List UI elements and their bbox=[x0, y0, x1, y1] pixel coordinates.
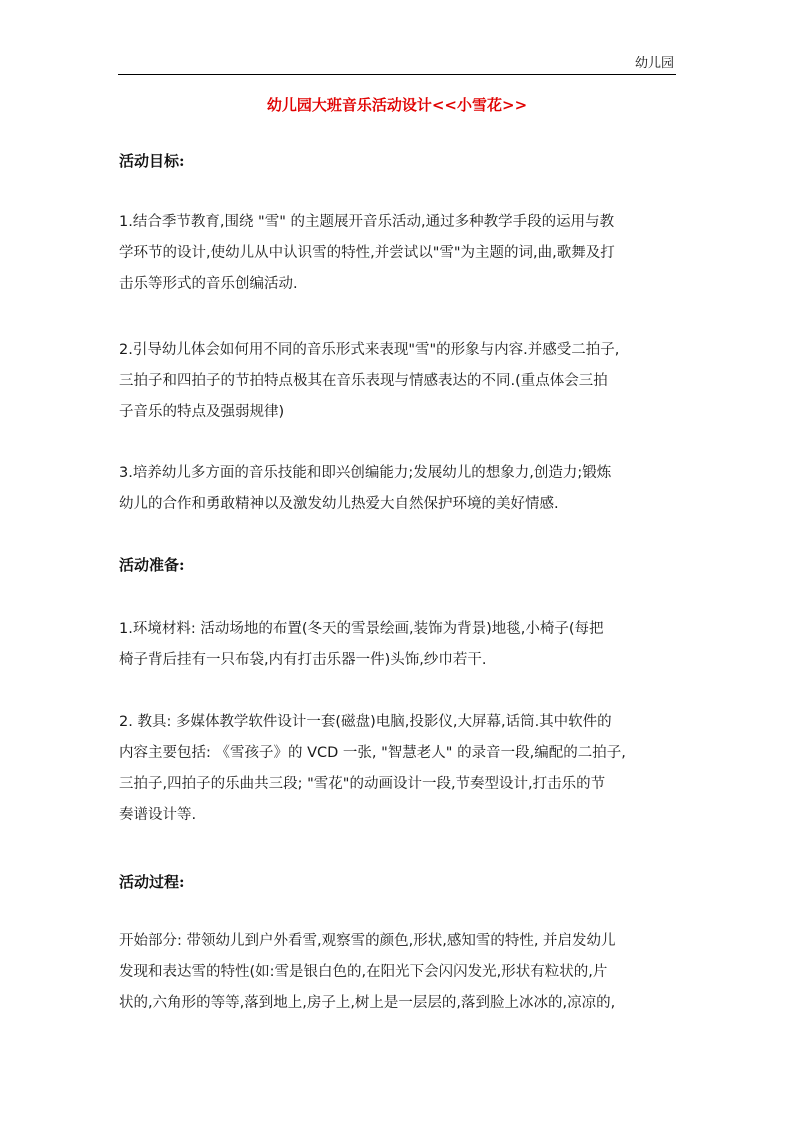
section-heading-preparation: 活动准备: bbox=[119, 556, 185, 574]
text-line: 发现和表达雪的特性(如:雪是银白色的,在阳光下会闪闪发光,形状有粒状的,片 bbox=[119, 964, 608, 980]
text-line: 开始部分: 带领幼儿到户外看雪,观察雪的颜色,形状,感知雪的特性, 并启发幼儿 bbox=[119, 933, 616, 949]
text-line: 1.结合季节教育,围绕 "雪" 的主题展开音乐活动,通过多种教学手段的运用与教 bbox=[119, 214, 615, 230]
page-header bbox=[118, 56, 676, 75]
process-paragraph-1 bbox=[119, 926, 684, 1019]
text-line: 内容主要包括: 《雪孩子》的 VCD 一张, "智慧老人" 的录音一段,编配的二拍子, bbox=[119, 745, 626, 761]
section-heading-process: 活动过程: bbox=[119, 873, 185, 891]
text-line: 三拍子,四拍子的乐曲共三段; "雪花"的动画设计一段,节奏型设计,打击乐的节 bbox=[119, 776, 606, 792]
goal-paragraph-1 bbox=[119, 207, 684, 300]
text-line: 2.引导幼儿体会如何用不同的音乐形式来表现"雪"的形象与内容.并感受二拍子, bbox=[119, 342, 620, 358]
text-line: 奏谱设计等. bbox=[119, 807, 197, 823]
goal-paragraph-2 bbox=[119, 335, 684, 428]
text-line: 击乐等形式的音乐创编活动. bbox=[119, 276, 298, 292]
text-line: 三拍子和四拍子的节拍特点极其在音乐表现与情感表达的不同.(重点体会三拍 bbox=[119, 373, 608, 389]
text-line: 1.环境材料: 活动场地的布置(冬天的雪景绘画,装饰为背景)地毯,小椅子(每把 bbox=[119, 621, 604, 637]
text-line: 椅子背后挂有一只布袋,内有打击乐器一件)头饰,纱巾若干. bbox=[119, 652, 487, 668]
text-line: 状的,六角形的等等,落到地上,房子上,树上是一层层的,落到脸上冰冰的,凉凉的, bbox=[119, 995, 616, 1011]
text-line: 3.培养幼儿多方面的音乐技能和即兴创编能力;发展幼儿的想象力,创造力;锻炼 bbox=[119, 465, 612, 481]
header-label: 幼儿园 bbox=[634, 56, 674, 71]
text-line: 2. 教具: 多媒体教学软件设计一套(磁盘)电脑,投影仪,大屏幕,话筒.其中软件的 bbox=[119, 714, 612, 730]
goal-paragraph-3 bbox=[119, 458, 684, 520]
document-title: 幼儿园大班音乐活动设计<<小雪花>> bbox=[266, 96, 528, 114]
section-heading-goals: 活动目标: bbox=[119, 152, 185, 170]
preparation-paragraph-2 bbox=[119, 707, 684, 831]
text-line: 学环节的设计,使幼儿从中认识雪的特性,并尝试以"雪"为主题的词,曲,歌舞及打 bbox=[119, 245, 615, 261]
preparation-paragraph-1 bbox=[119, 614, 684, 676]
text-line: 子音乐的特点及强弱规律) bbox=[119, 404, 285, 420]
text-line: 幼儿的合作和勇敢精神以及激发幼儿热爱大自然保护环境的美好情感. bbox=[119, 496, 559, 512]
